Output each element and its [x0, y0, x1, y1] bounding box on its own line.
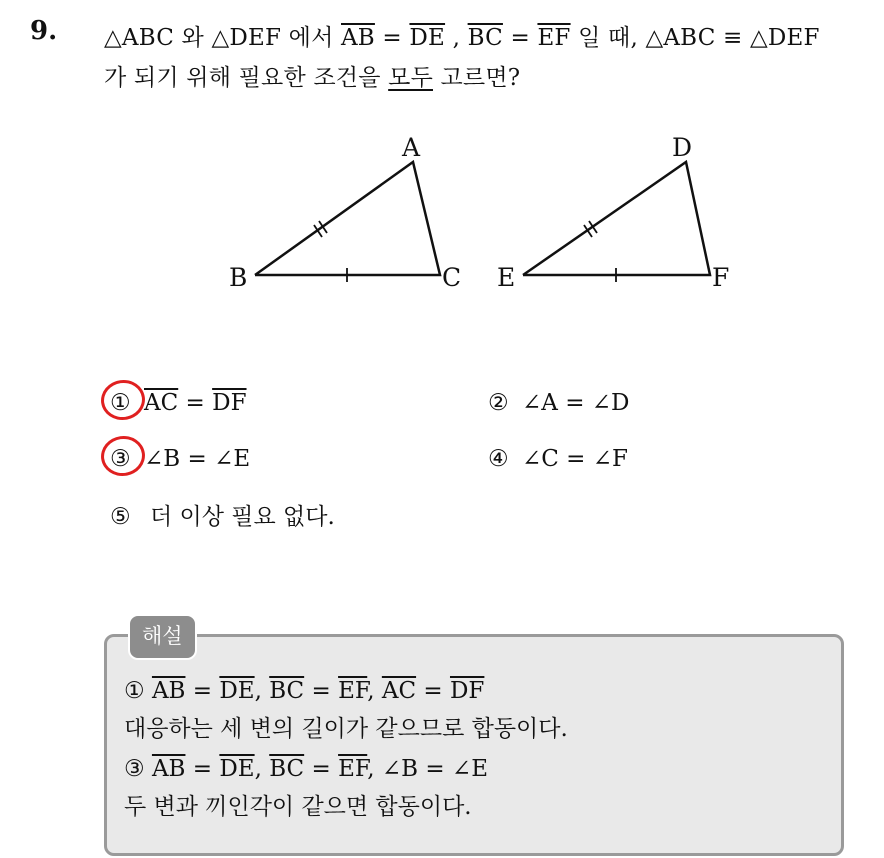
equals-sign: = — [304, 678, 339, 704]
segment-de: $\overline{DE}$ — [219, 756, 255, 782]
option-4[interactable] — [488, 444, 628, 474]
equals-sign: = — [185, 756, 220, 782]
triangle-def-edges — [523, 162, 710, 275]
option-number: ⑤ — [110, 504, 131, 530]
label-c: C — [442, 263, 462, 292]
option-number: ② — [488, 390, 509, 416]
segment-df: $\overline{DF}$ — [212, 390, 247, 416]
equals-sign: = — [416, 678, 450, 704]
option-5[interactable] — [110, 502, 335, 532]
question-line1-start: △ABC 와 △DEF 에서 — [104, 25, 341, 51]
option-text: ∠B = ∠E — [144, 446, 251, 472]
option-number: ① — [124, 678, 145, 704]
segment-bc: $\overline{BC}$ — [269, 756, 305, 782]
angle-condition: , ∠B = ∠E — [367, 756, 488, 782]
explanation-line-3 — [124, 754, 488, 784]
option-number: ④ — [488, 446, 509, 472]
segment-de: $\overline{DE}$ — [219, 678, 255, 704]
triangle-abc-edges — [255, 162, 440, 275]
comma: , — [254, 678, 270, 704]
equals-sign: = — [185, 678, 220, 704]
explanation-line-1 — [124, 676, 484, 706]
triangle-abc — [255, 162, 440, 282]
option-3[interactable] — [110, 444, 250, 474]
segment-ab: $\overline{AB}$ — [151, 678, 186, 704]
segment-de: $\overline{DE}$ — [409, 25, 446, 51]
triangle-def — [523, 162, 710, 282]
question-line2-start: 가 되기 위해 필요한 조건을 — [104, 65, 389, 91]
label-d: D — [672, 133, 693, 162]
segment-ac: $\overline{AC}$ — [381, 678, 417, 704]
label-b: B — [229, 263, 248, 292]
segment-ef: $\overline{EF}$ — [537, 25, 571, 51]
equals-sign: = — [374, 25, 410, 51]
underlined-word: 모두 — [388, 65, 433, 91]
question-number: 9. — [30, 16, 58, 46]
comma: , — [254, 756, 270, 782]
option-text: ∠A = ∠D — [522, 390, 630, 416]
explanation-box — [104, 634, 844, 856]
segment-ef: $\overline{EF}$ — [338, 756, 368, 782]
explanation-tag: 해설 — [128, 614, 197, 660]
option-number: ③ — [110, 446, 131, 472]
option-text: ∠C = ∠F — [522, 446, 628, 472]
equals-sign: = — [502, 25, 538, 51]
segment-bc: $\overline{BC}$ — [269, 678, 305, 704]
triangle-figure — [0, 0, 884, 340]
label-a: A — [402, 133, 421, 162]
segment-ab: $\overline{AB}$ — [341, 25, 375, 51]
segment-bc: $\overline{BC}$ — [467, 25, 503, 51]
question-line2-end: 고르면? — [433, 65, 521, 91]
explanation-line-2: 대응하는 세 변의 길이가 같으므로 합동이다. — [124, 716, 568, 742]
segment-ab: $\overline{AB}$ — [151, 756, 186, 782]
comma: , — [367, 678, 382, 704]
equals-sign: = — [178, 390, 213, 416]
segment-ef: $\overline{EF}$ — [338, 678, 368, 704]
option-number: ① — [110, 390, 131, 416]
equals-sign: = — [304, 756, 339, 782]
question-line1-end: 일 때, △ABC ≡ △DEF — [570, 25, 820, 51]
segment-df: $\overline{DF}$ — [449, 678, 485, 704]
label-e: E — [497, 263, 516, 292]
option-number: ③ — [124, 756, 145, 782]
segment-ac: $\overline{AC}$ — [144, 390, 179, 416]
label-f: F — [712, 263, 730, 292]
comma: , — [445, 25, 468, 51]
option-2[interactable] — [488, 388, 630, 418]
option-text: 더 이상 필요 없다. — [150, 504, 335, 530]
explanation-line-4: 두 변과 끼인각이 같으면 합동이다. — [124, 794, 472, 820]
option-1[interactable] — [110, 388, 247, 418]
